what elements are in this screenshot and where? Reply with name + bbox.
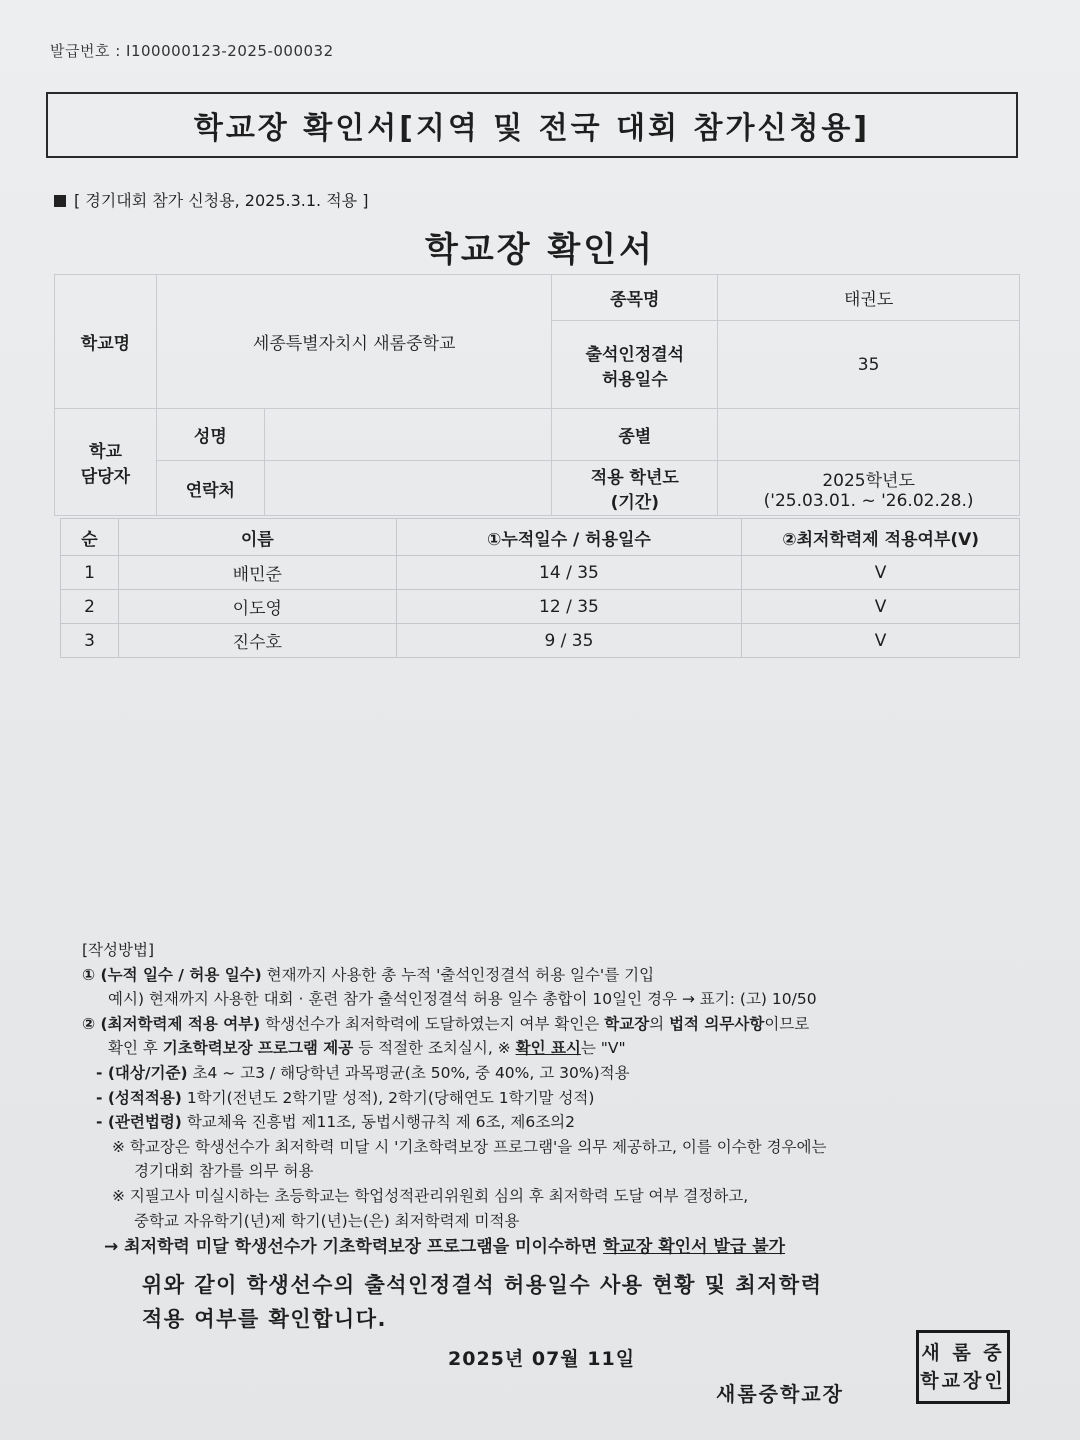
guide-heading: [작성방법] xyxy=(82,941,154,959)
main-title xyxy=(46,92,1018,158)
guide-detail-grades-text: 1학기(전년도 2학기말 성적), 2학기(당해연도 1학기말 성적) xyxy=(181,1088,595,1107)
guide-item-2-line2-e: 는 "V" xyxy=(580,1039,626,1058)
row-days: 12 / 35 xyxy=(396,590,742,624)
row-days: 9 / 35 xyxy=(396,624,742,658)
school-info-table xyxy=(54,274,1020,516)
manager-label-line2: 담당자 xyxy=(80,467,131,487)
issue-date: 2025년 07월 11일 xyxy=(448,1348,636,1370)
confirmation-statement xyxy=(142,1268,823,1336)
student-table xyxy=(60,518,1020,658)
manager-label-line1: 학교 xyxy=(89,442,122,462)
school-year-label-line1: 적용 학년도 xyxy=(590,468,679,488)
allowed-days-value: 35 xyxy=(718,321,1020,409)
table-row xyxy=(61,556,1020,590)
main-title-text: 학교장 확인서[지역 및 전국 대회 참가신청용] xyxy=(193,111,871,146)
guide-item-1-example: 예시) 현재까지 사용한 대회 · 훈련 참가 출석인정결석 허용 일수 총합이 10일인 경우 → 표기: (고) 10/50 xyxy=(108,990,817,1009)
school-year-value-line1: 2025학년도 xyxy=(822,470,915,491)
confirmation-line1: 위와 같이 학생선수의 출석인정결석 허용일수 사용 현황 및 최저학력 xyxy=(142,1273,823,1297)
guide-detail-target xyxy=(82,1061,1022,1086)
school-year-value xyxy=(718,461,1020,516)
principal-name: 새롬중학교장 xyxy=(716,1382,844,1406)
table-row xyxy=(61,624,1020,658)
manager-name-value xyxy=(264,409,552,461)
guide-item-2-text-b: 학교장 xyxy=(604,1014,650,1033)
guide-note-1-line2: 경기대회 참가를 의무 허용 xyxy=(134,1162,314,1181)
manager-name-label: 성명 xyxy=(156,409,264,461)
guide-detail-law-title: - (관련법령) xyxy=(96,1113,182,1132)
confirmation-line2: 적용 여부를 확인합니다. xyxy=(142,1307,387,1331)
guide-item-2-text-d: 법적 의무사항 xyxy=(669,1014,765,1033)
event-value: 태권도 xyxy=(718,275,1020,321)
application-note xyxy=(54,188,368,211)
guide-item-2-line2-d: 확인 표시 xyxy=(515,1039,581,1058)
guide-item-2-text-c: 의 xyxy=(649,1014,670,1033)
application-note-text: [ 경기대회 참가 신청용, 2025.3.1. 적용 ] xyxy=(74,191,369,210)
row-applied: V xyxy=(742,590,1020,624)
seal-line2: 학교장인 xyxy=(920,1370,1006,1392)
guide-detail-target-title: - (대상/기준) xyxy=(96,1063,188,1082)
issue-number: 발급번호 : I100000123-2025-000032 xyxy=(50,42,334,60)
guide-item-1 xyxy=(82,963,1022,988)
guide-final-note xyxy=(82,1235,1022,1260)
writing-guide xyxy=(82,938,1022,1260)
guide-item-2-line2-b: 기초학력보장 프로그램 제공 xyxy=(162,1039,354,1058)
guide-detail-target-text: 초4 ~ 고3 / 해당학년 과목평균(초 50%, 중 40%, 고 30%)적용 xyxy=(187,1063,630,1082)
guide-note-1-line1: ※ 학교장은 학생선수가 최저학력 미달 시 '기초학력보장 프로그램'을 의무 제공하고, 이를 이수한 경우에는 xyxy=(112,1137,827,1156)
col-header-days: ①누적일수 / 허용일수 xyxy=(396,519,742,556)
school-year-value-line2: ('25.03.01. ~ '26.02.28.) xyxy=(763,490,974,511)
row-applied: V xyxy=(742,556,1020,590)
row-name: 이도영 xyxy=(118,590,396,624)
allowed-days-label xyxy=(552,321,718,409)
guide-item-2-line2 xyxy=(82,1036,1022,1061)
guide-detail-law-text: 학교체육 진흥법 제11조, 동법시행규칙 제 6조, 제6조의2 xyxy=(181,1113,576,1132)
allowed-days-label-line1: 출석인정결석 xyxy=(585,344,685,365)
student-table-header xyxy=(61,519,1020,556)
seal-line1: 새 롬 중 xyxy=(921,1342,1005,1364)
guide-item-2-text-a: 학생선수가 최저학력에 도달하였는지 여부 확인은 xyxy=(260,1014,605,1033)
row-name: 배민준 xyxy=(118,556,396,590)
manager-label xyxy=(55,409,157,516)
row-name: 진수호 xyxy=(118,624,396,658)
guide-item-2-title: ② (최저학력제 적용 여부) xyxy=(82,1014,261,1033)
contact-value xyxy=(264,461,552,516)
school-year-label-line2: (기간) xyxy=(610,493,659,513)
document-title: 학교장 확인서 xyxy=(425,230,655,270)
row-no: 1 xyxy=(61,556,119,590)
col-header-name: 이름 xyxy=(118,519,396,556)
row-days: 14 / 35 xyxy=(396,556,742,590)
guide-detail-grades xyxy=(82,1086,1022,1111)
guide-final-note-emphasis: 학교장 확인서 발급 불가 xyxy=(603,1237,786,1258)
col-header-no: 순 xyxy=(61,519,119,556)
table-row xyxy=(61,590,1020,624)
school-seal-stamp xyxy=(916,1330,1010,1404)
square-bullet-icon xyxy=(54,195,66,207)
guide-item-2-text-e: 이므로 xyxy=(764,1014,810,1033)
col-header-applied: ②최저학력제 적용여부(V) xyxy=(742,519,1020,556)
school-name-label: 학교명 xyxy=(55,275,157,409)
guide-note-2-line2: 중학교 자유학기(년)제 학기(년)는(은) 최저학력제 미적용 xyxy=(134,1211,520,1230)
allowed-days-label-line2: 허용일수 xyxy=(601,369,668,390)
guide-note-2-line1: ※ 지필고사 미실시하는 초등학교는 학업성적관리위원회 심의 후 최저학력 도달 여부 결정하고, xyxy=(112,1186,749,1205)
row-no: 2 xyxy=(61,590,119,624)
guide-item-1-title: ① (누적 일수 / 허용 일수) xyxy=(82,965,262,984)
guide-item-2-line2-a: 확인 후 xyxy=(108,1039,163,1058)
guide-item-1-text: 현재까지 사용한 총 누적 '출석인정결석 허용 일수'를 기입 xyxy=(261,965,655,984)
category-label: 종별 xyxy=(552,409,718,461)
guide-detail-grades-title: - (성적적용) xyxy=(96,1088,182,1107)
guide-item-2 xyxy=(82,1012,1022,1037)
contact-label: 연락처 xyxy=(156,461,264,516)
event-label: 종목명 xyxy=(552,275,718,321)
school-year-label xyxy=(552,461,718,516)
category-value xyxy=(718,409,1020,461)
school-name-value: 세종특별자치시 새롬중학교 xyxy=(156,275,552,409)
guide-item-2-line2-c: 등 적절한 조치실시, ※ xyxy=(353,1039,516,1058)
row-no: 3 xyxy=(61,624,119,658)
row-applied: V xyxy=(742,624,1020,658)
guide-detail-law xyxy=(82,1110,1022,1135)
guide-final-note-text: → 최저학력 미달 학생선수가 기초학력보장 프로그램을 미이수하면 xyxy=(104,1237,604,1258)
